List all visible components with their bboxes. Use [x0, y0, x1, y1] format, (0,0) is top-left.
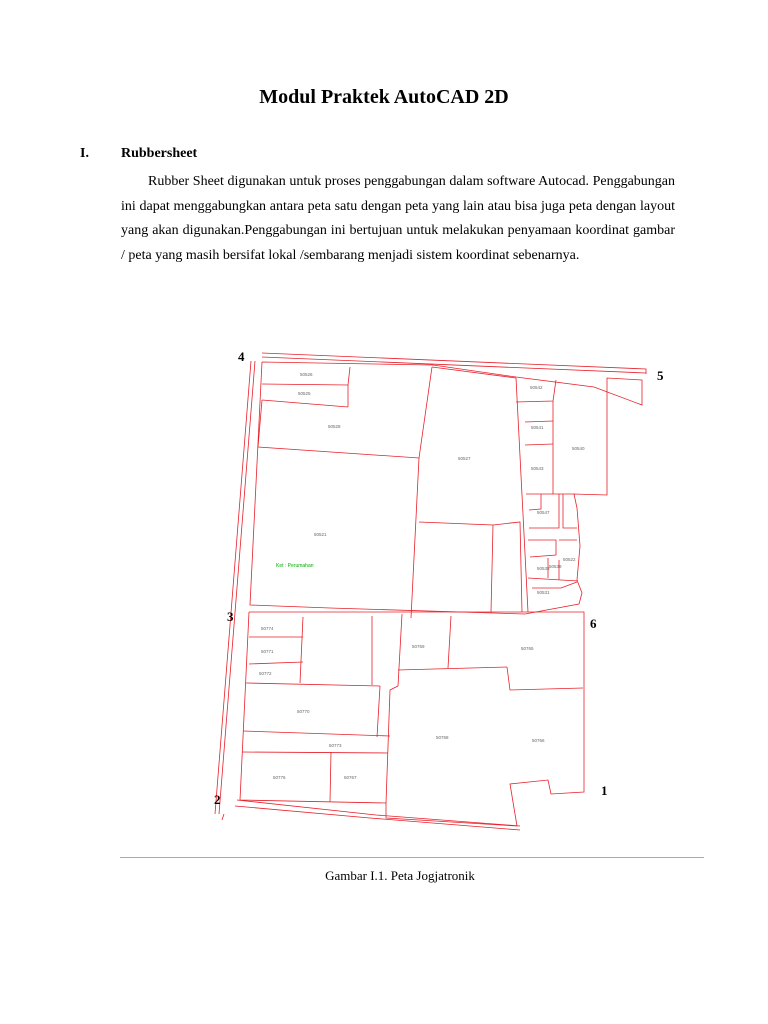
parcel-label: 50525 [298, 391, 311, 396]
parcel-label: 50540 [572, 446, 585, 451]
parcel-label: 50547 [537, 510, 550, 515]
parcel-label: 50776 [273, 775, 286, 780]
control-point-5: 5 [657, 368, 664, 383]
parcel-labels [259, 372, 585, 780]
parcel-label: 50538 [537, 566, 550, 571]
parcel-label: 50527 [458, 456, 471, 461]
parcel-label: 50531 [537, 590, 550, 595]
parcel-label: 50765 [521, 646, 534, 651]
upper-block-outline [250, 362, 642, 614]
parcel-label: 50542 [530, 385, 543, 390]
top-road-line-2 [262, 357, 646, 373]
control-point-1: 1 [601, 783, 608, 798]
control-point-6: 6 [590, 616, 597, 631]
figure-caption: Gambar I.1. Peta Jogjatronik [325, 868, 475, 883]
parcel-label: 50541 [531, 425, 544, 430]
parcel-label: 50770 [297, 709, 310, 714]
parcel-label: 50774 [261, 626, 274, 631]
parcel-label: 50543 [531, 466, 544, 471]
section-number: I. [80, 146, 89, 161]
parcel-label: 50539 [549, 564, 562, 569]
parcel-label: 50769 [412, 644, 425, 649]
left-road-line [215, 361, 251, 814]
parcel-label: 50768 [436, 735, 449, 740]
section-title: Rubbersheet [121, 146, 198, 161]
map-legend-label: Ket : Perumahan [276, 563, 314, 569]
parcel-label: 50773 [329, 743, 342, 748]
map-parcel-lines [215, 353, 646, 830]
parcel-label: 50766 [532, 738, 545, 743]
bottom-road-line-2 [235, 806, 520, 830]
control-point-4: 4 [238, 349, 245, 364]
control-point-2: 2 [214, 792, 221, 807]
section-paragraph: Rubber Sheet digunakan untuk proses penggabungan dalam software Autocad. Penggabungan ini dapat menggabungkan antara peta satu dengan peta yang lain atau bisa juga peta dengan layout yang akan digunakan.Penggabungan ini bertujuan untuk melakukan penyamaan koordinat gambar / peta yang masih bersifat lokal /sembarang menjadi sistem koordinat sebenarnya. [121, 174, 675, 263]
parcel-label: 50771 [261, 649, 274, 654]
parcel-label: 50528 [328, 424, 341, 429]
parcel-label: 50767 [344, 775, 357, 780]
control-point-3: 3 [227, 609, 234, 624]
parcel-label: 50521 [314, 532, 327, 537]
caption-divider [120, 857, 704, 858]
bottom-road-line [237, 800, 520, 826]
left-road-tick [222, 814, 224, 820]
parcel-label: 50522 [563, 557, 576, 562]
left-road-line-2 [219, 361, 255, 814]
document-title: Modul Praktek AutoCAD 2D [259, 86, 509, 108]
parcel-label: 50526 [300, 372, 313, 377]
parcel-label: 50772 [259, 671, 272, 676]
